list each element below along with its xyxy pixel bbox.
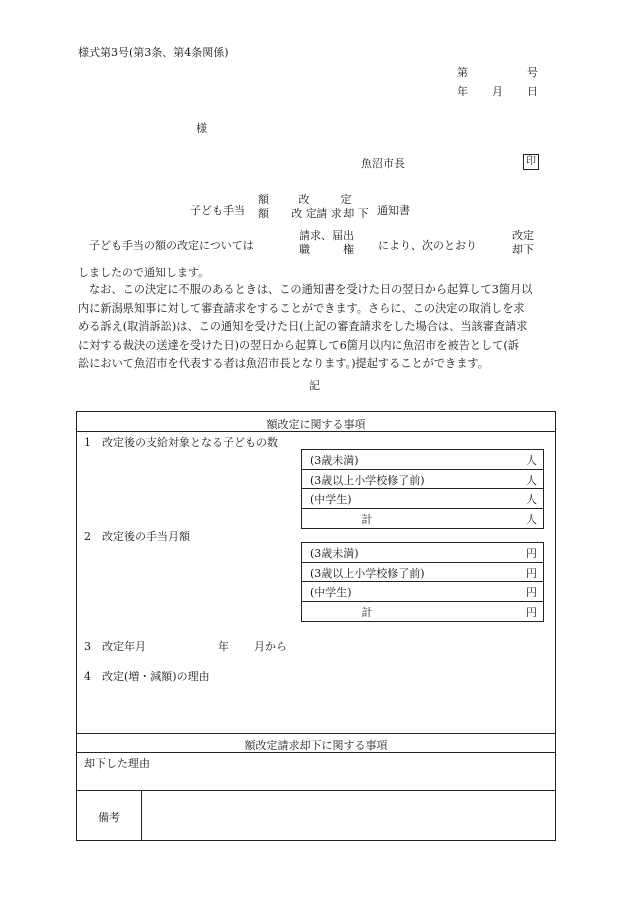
date-month: 月: [492, 85, 503, 98]
form-number: 様式第3号(第3条、第4条関係): [78, 46, 229, 59]
intro-option-a: 請求、届出 職 権: [299, 229, 354, 256]
date-day: 日: [527, 85, 538, 98]
recipient-honorific: 様: [196, 122, 207, 135]
children-count-box: [301, 449, 544, 529]
notice-title-option-3: 定 請 求: [316, 193, 352, 220]
appeal-notice-line: める訴え(取消訴訟)は、この通知を受けた日(上記の審査請求をした場合は、当該審査請求: [78, 320, 528, 334]
amount-row-junior-high: (中学生) 円: [302, 582, 543, 602]
intro-connector: により、次のとおり: [378, 239, 477, 252]
amount-row-preschool: (3歳以上小学校修了前) 円: [302, 563, 543, 583]
appeal-notice-line: なお、この決定に不服のあるときは、この通知書を受けた日の翌日から起算して3箇月以: [89, 283, 533, 296]
notice-title-prefix: 子ども手当: [190, 204, 245, 217]
children-row-junior-high: (中学生) 人: [302, 489, 543, 509]
divider: [76, 790, 556, 791]
ki-mark: 記: [309, 379, 320, 392]
date-year: 年: [457, 85, 468, 98]
divider: [76, 733, 556, 734]
intro-continuation: しましたので通知します。: [78, 266, 210, 279]
notice-title-option-1: 額 額: [258, 193, 269, 220]
divider: [76, 752, 556, 753]
seal-mark: 印: [523, 154, 539, 170]
amount-row-under3: (3歳未満) 円: [302, 543, 543, 563]
children-row-preschool: (3歳以上小学校修了前) 人: [302, 470, 543, 490]
number-prefix: 第: [457, 66, 468, 79]
item4-label: 4 改定(増・減額)の理由: [84, 670, 210, 683]
intro-option-b: 改定 却下: [512, 229, 534, 256]
item1-label: 1 改定後の支給対象となる子どもの数: [84, 436, 278, 449]
notice-title-option-2: 改 改 定: [291, 193, 317, 220]
notice-title-option-4: 却 下: [343, 207, 369, 220]
remarks-label: 備考: [98, 811, 120, 824]
number-suffix: 号: [527, 66, 538, 79]
rejection-reason-label: 却下した理由: [84, 757, 150, 770]
notice-title-suffix: 通知書: [377, 204, 410, 217]
rejection-section-heading: 額改定請求却下に関する事項: [244, 739, 388, 752]
divider: [76, 431, 556, 432]
appeal-notice-line: 訟において魚沼市を代表する者は魚沼市長となります。)提起することができます。: [78, 357, 489, 371]
appeal-notice: [78, 281, 556, 374]
revision-month-from: 月から: [254, 640, 287, 653]
amount-row-total: 計 円: [361, 605, 537, 619]
children-row-under3: (3歳未満) 人: [302, 450, 543, 470]
item3-label: 3 改定年月: [84, 640, 146, 653]
item2-label: 2 改定後の手当月額: [84, 530, 190, 543]
remarks-divider: [141, 790, 142, 841]
sender-title: 魚沼市長: [361, 157, 405, 170]
children-row-total: 計 人: [361, 512, 537, 526]
monthly-amount-box: [301, 542, 544, 622]
revision-year: 年: [218, 640, 229, 653]
appeal-notice-line: 内に新潟県知事に対して審査請求をすることができます。さらに、この決定の取消しを求: [78, 301, 525, 315]
intro-text: 子ども手当の額の改定については: [89, 239, 254, 252]
appeal-notice-line: に対する裁決の送達を受けた日)の翌日から起算して6箇月以内に魚沼市を被告として(訴: [78, 338, 519, 352]
revision-section-heading: 額改定に関する事項: [266, 418, 366, 431]
